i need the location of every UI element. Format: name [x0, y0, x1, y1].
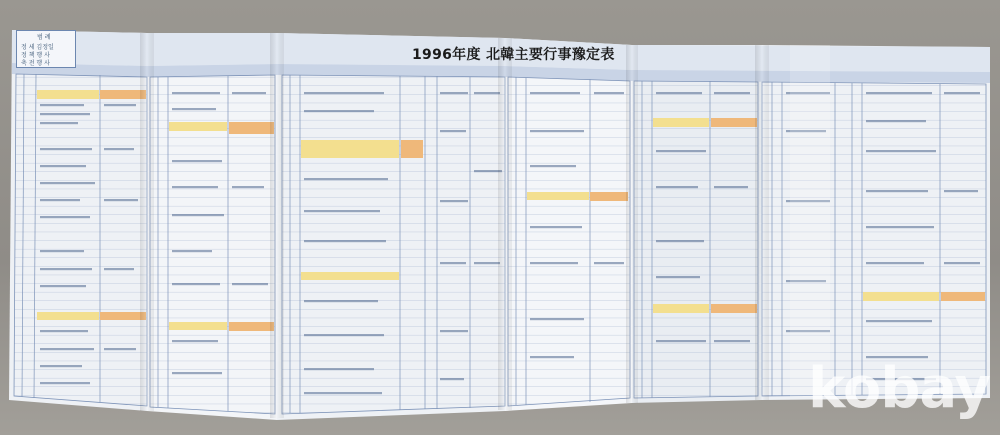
fold-shade-2: [270, 33, 284, 418]
page-title: 1996年度 北韓主要行事豫定表: [412, 47, 615, 63]
legend-box: [16, 30, 76, 68]
legend-row: 축 전 행 사: [21, 60, 50, 67]
watermark-logo: kobay: [808, 356, 990, 421]
table-grid-3: [282, 75, 505, 414]
fold-shade-5: [755, 45, 769, 400]
fold-shade-3: [498, 38, 512, 410]
fold-shade-4: [626, 45, 638, 403]
legend-heading: 범 례: [37, 34, 51, 41]
fold-shade-1: [140, 33, 154, 411]
legend-row: 정 세 김정일: [21, 44, 54, 51]
glare: [790, 45, 830, 397]
table-grid-5: [634, 81, 758, 398]
legend-row: 정 책 행 사: [21, 52, 50, 59]
